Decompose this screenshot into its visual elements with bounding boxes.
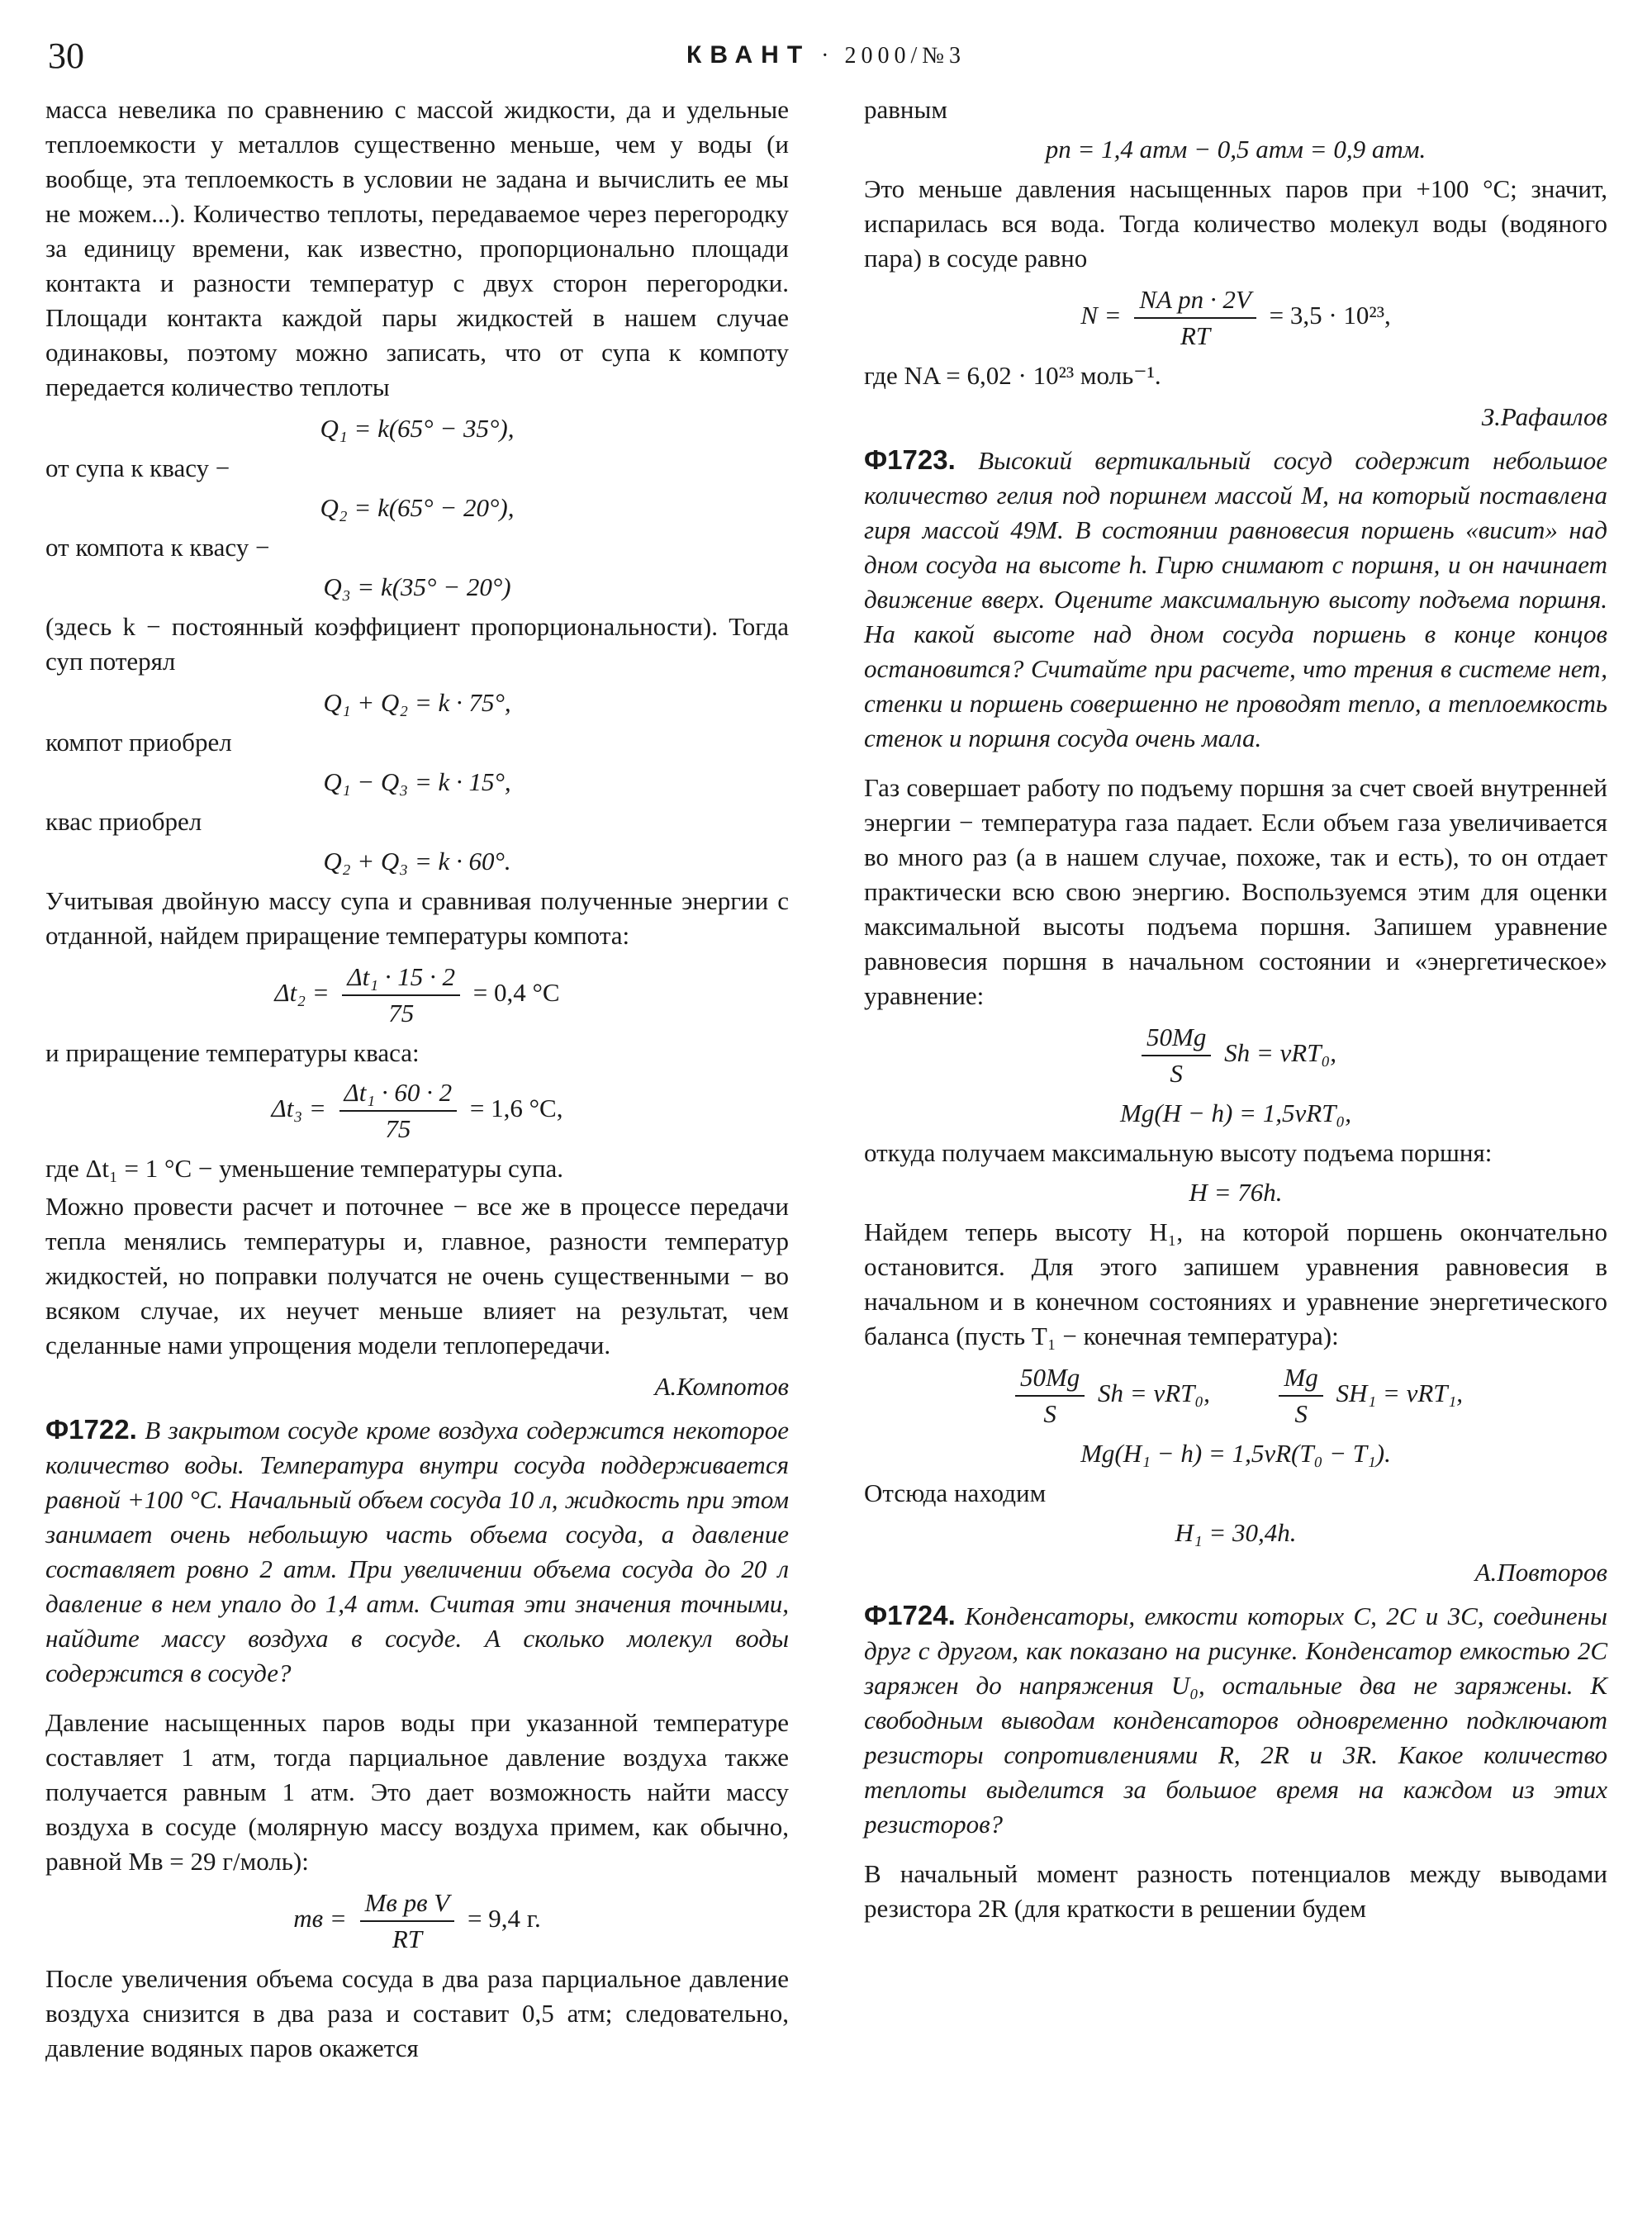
equation: Q₁ = k(65° − 35°),	[320, 414, 515, 443]
fraction	[1015, 1360, 1085, 1431]
right-column	[864, 93, 1607, 1933]
denominator: S	[1294, 1399, 1308, 1428]
journal-name: КВАНТ	[686, 41, 811, 69]
paragraph: Найдем теперь высоту H₁, на которой поршень окончательно остановится. Для этого запишем уравнения равновесия в начальном и в конечном состояниях и уравнение энергетического баланса (пусть T₁ − конечная температура):	[864, 1217, 1607, 1350]
denominator: 75	[385, 1114, 411, 1143]
fraction-equation	[864, 282, 1607, 354]
equation: Q₃ = k(35° − 20°)	[323, 572, 511, 601]
numerator: Mв pв V	[360, 1886, 455, 1922]
problem-statement	[864, 443, 1607, 756]
problem-statement	[45, 1412, 789, 1691]
paragraph: где NA = 6,02 · 10²³ моль⁻¹.	[864, 361, 1161, 390]
numerator: 50Mg	[1142, 1020, 1211, 1056]
problem-statement	[864, 1598, 1607, 1842]
equation: Mg(H₁ − h) = 1,5νR(T₀ − T₁).	[1080, 1439, 1391, 1468]
numerator: Δt₁ · 15 · 2	[342, 960, 460, 996]
eq-rhs: = 9,4 г.	[468, 1904, 541, 1934]
fraction-equation	[45, 1886, 789, 1957]
numerator: 50Mg	[1015, 1360, 1085, 1397]
paragraph: Давление насыщенных паров воды при указанной температуре составляет 1 атм, тогда парциальное давление воздуха также получается равным 1 атм. Это дает возможность найти массу воздуха в сосуде (молярную массу воздуха примем, как обычно, равной Mв = 29 г/моль):	[45, 1708, 789, 1876]
paragraph: масса невелика по сравнению с массой жидкости, да и удельные теплоемкости у металлов существенно меньше, чем у воды (и вообще, эта теплоемкость в условии не задана и вычислить ее мы не можем...). Количество теплоты, передаваемое через перегородку за единицу времени, как известно, пропорционально площади контакта и разности температур с двух сторон перегородки. Площади контакта каждой пары жидкостей в нашем случае одинаковы, поэтому можно записать, что от супа к компоту передается количество теплоты	[45, 95, 789, 401]
text-line: и приращение температуры кваса:	[45, 1038, 420, 1067]
fraction	[1279, 1360, 1322, 1431]
text-line: откуда получаем максимальную высоту подъема поршня:	[864, 1138, 1493, 1167]
author-signature: З.Рафаилов	[1481, 402, 1607, 431]
denominator: 75	[388, 999, 415, 1027]
equation: H = 76h.	[1189, 1178, 1283, 1207]
text-line: компот приобрел	[45, 728, 232, 757]
eq-rhs: SH₁ = νRT₁,	[1336, 1378, 1464, 1408]
eq-lhs: Δt₂ =	[274, 978, 330, 1008]
equation: Q₁ − Q₃ = k · 15°,	[323, 767, 511, 796]
problem-number: Ф1724.	[864, 1600, 956, 1630]
eq-lhs: Δt₃ =	[271, 1094, 326, 1123]
problem-number: Ф1722.	[45, 1414, 137, 1445]
denominator: RT	[392, 1924, 422, 1953]
numerator: Δt₁ · 60 · 2	[339, 1075, 458, 1112]
page-number: 30	[48, 36, 84, 76]
paragraph: Газ совершает работу по подъему поршня за счет своей внутренней энергии − температура газа падает. Если объем газа увеличивается во много раз (а в нашем случае, похоже, так и есть), то он отдает практически всю свою энергию. Воспользуемся этим для оценки максимальной высоты подъема поршня. Запишем уравнение равновесия поршня в начальном состоянии и «энергетическое» уравнение:	[864, 773, 1607, 1010]
paragraph: После увеличения объема сосуда в два раза парциальное давление воздуха снизится в два раза и составит 0,5 атм; следовательно, давление водяных паров окажется	[45, 1964, 789, 2062]
author-signature: А.Компотов	[654, 1372, 789, 1401]
eq-rhs: Sh = νRT₀,	[1098, 1378, 1210, 1408]
equation: Mg(H − h) = 1,5νRT₀,	[1120, 1099, 1351, 1127]
eq-lhs: N =	[1080, 301, 1122, 330]
eq-rhs: Sh = νRT₀,	[1224, 1038, 1336, 1068]
denominator: S	[1170, 1059, 1183, 1088]
eq-rhs: = 3,5 · 10²³,	[1269, 301, 1391, 330]
text-line: равным	[864, 95, 947, 124]
fraction-equation	[864, 1020, 1607, 1091]
fraction	[360, 1886, 455, 1957]
fraction	[342, 960, 460, 1031]
fraction-equation	[45, 960, 789, 1031]
equation: Q₂ = k(65° − 20°),	[320, 493, 515, 522]
paragraph: В начальный момент разность потенциалов между выводами резистора 2R (для краткости в решении будем	[864, 1859, 1607, 1923]
eq-rhs: = 1,6 °C,	[469, 1094, 563, 1123]
running-header	[0, 41, 1652, 69]
eq-lhs: mв =	[293, 1904, 347, 1934]
problem-text: Высокий вертикальный сосуд содержит небольшое количество гелия под поршнем массой M, на который поставлена гиря массой 49M. В состоянии равновесия поршень «висит» над дном сосуда на высоте h. Гирю снимают с поршня, и он начинает движение вверх. Оцените максимальную высоту подъема поршня. На какой высоте над дном сосуда поршень в конце концов остановится? Считайте при расчете, что трения в системе нет, стенки и поршень совершенно не проводят тепло, а теплоемкость стенок и поршня сосуда очень мала.	[864, 446, 1608, 752]
fraction-equation	[864, 1360, 1607, 1431]
equation: pп = 1,4 атм − 0,5 атм = 0,9 атм.	[1045, 135, 1427, 164]
problem-number: Ф1723.	[864, 444, 956, 475]
equation: Q₁ + Q₂ = k · 75°,	[323, 688, 511, 717]
paragraph: где Δt₁ = 1 °C − уменьшение температуры супа.	[45, 1154, 564, 1183]
equation: Q₂ + Q₃ = k · 60°.	[323, 847, 511, 875]
text-line: Отсюда находим	[864, 1478, 1047, 1507]
author-signature: А.Повторов	[1474, 1558, 1607, 1587]
denominator: S	[1043, 1399, 1056, 1428]
fraction	[1134, 282, 1256, 354]
text-line: квас приобрел	[45, 807, 202, 836]
text-line: от супа к квасу −	[45, 453, 230, 482]
paragraph: (здесь k − постоянный коэффициент пропорциональности). Тогда суп потерял	[45, 612, 789, 676]
paragraph: Учитывая двойную массу супа и сравнивая полученные энергии с отданной, найдем приращение температуры компота:	[45, 886, 789, 950]
denominator: RT	[1180, 321, 1211, 350]
numerator: Mg	[1279, 1360, 1322, 1397]
issue-label: · 2000/№3	[821, 43, 966, 69]
problem-text: Конденсаторы, емкости которых C, 2C и 3C, соединены друг с другом, как показано на рисунке. Конденсатор емкостью 2C заряжен до напряжения U₀, остальные два не заряжены. К свободным выводам конденсаторов одновременно подключают резисторы сопротивлениями R, 2R и 3R. Какое количество теплоты выделится за большое время на каждом из этих резисторов?	[864, 1601, 1608, 1839]
problem-text: В закрытом сосуде кроме воздуха содержится некоторое количество воды. Температура внутри сосуда поддерживается равной +100 °C. Начальный объем сосуда 10 л, жидкость при этом занимает очень небольшую часть объема сосуда, а давление составляет ровно 2 атм. При увеличении объема сосуда до 20 л давление в нем упало до 1,4 атм. Считая эти значения точными, найдите массу воздуха в сосуде. А сколько молекул воды содержится в сосуде?	[45, 1416, 790, 1687]
fraction	[339, 1075, 458, 1146]
fraction-equation	[45, 1075, 789, 1146]
paragraph: Можно провести расчет и поточнее − все же в процессе передачи тепла менялись температуры и, главное, разности температур жидкостей, но поправки получатся не очень существенными − во всяком случае, их неучет меньше влияет на результат, чем сделанные нами упрощения модели теплопередачи.	[45, 1192, 789, 1359]
eq-rhs: = 0,4 °C	[472, 978, 560, 1008]
text-line: от компота к квасу −	[45, 533, 270, 562]
paragraph: Это меньше давления насыщенных паров при +100 °C; значит, испарилась вся вода. Тогда количество молекул воды (водяного пара) в сосуде равно	[864, 174, 1607, 273]
fraction	[1142, 1020, 1211, 1091]
left-column	[45, 93, 789, 2072]
numerator: NA pп · 2V	[1134, 282, 1256, 319]
equation: H₁ = 30,4h.	[1175, 1518, 1297, 1547]
